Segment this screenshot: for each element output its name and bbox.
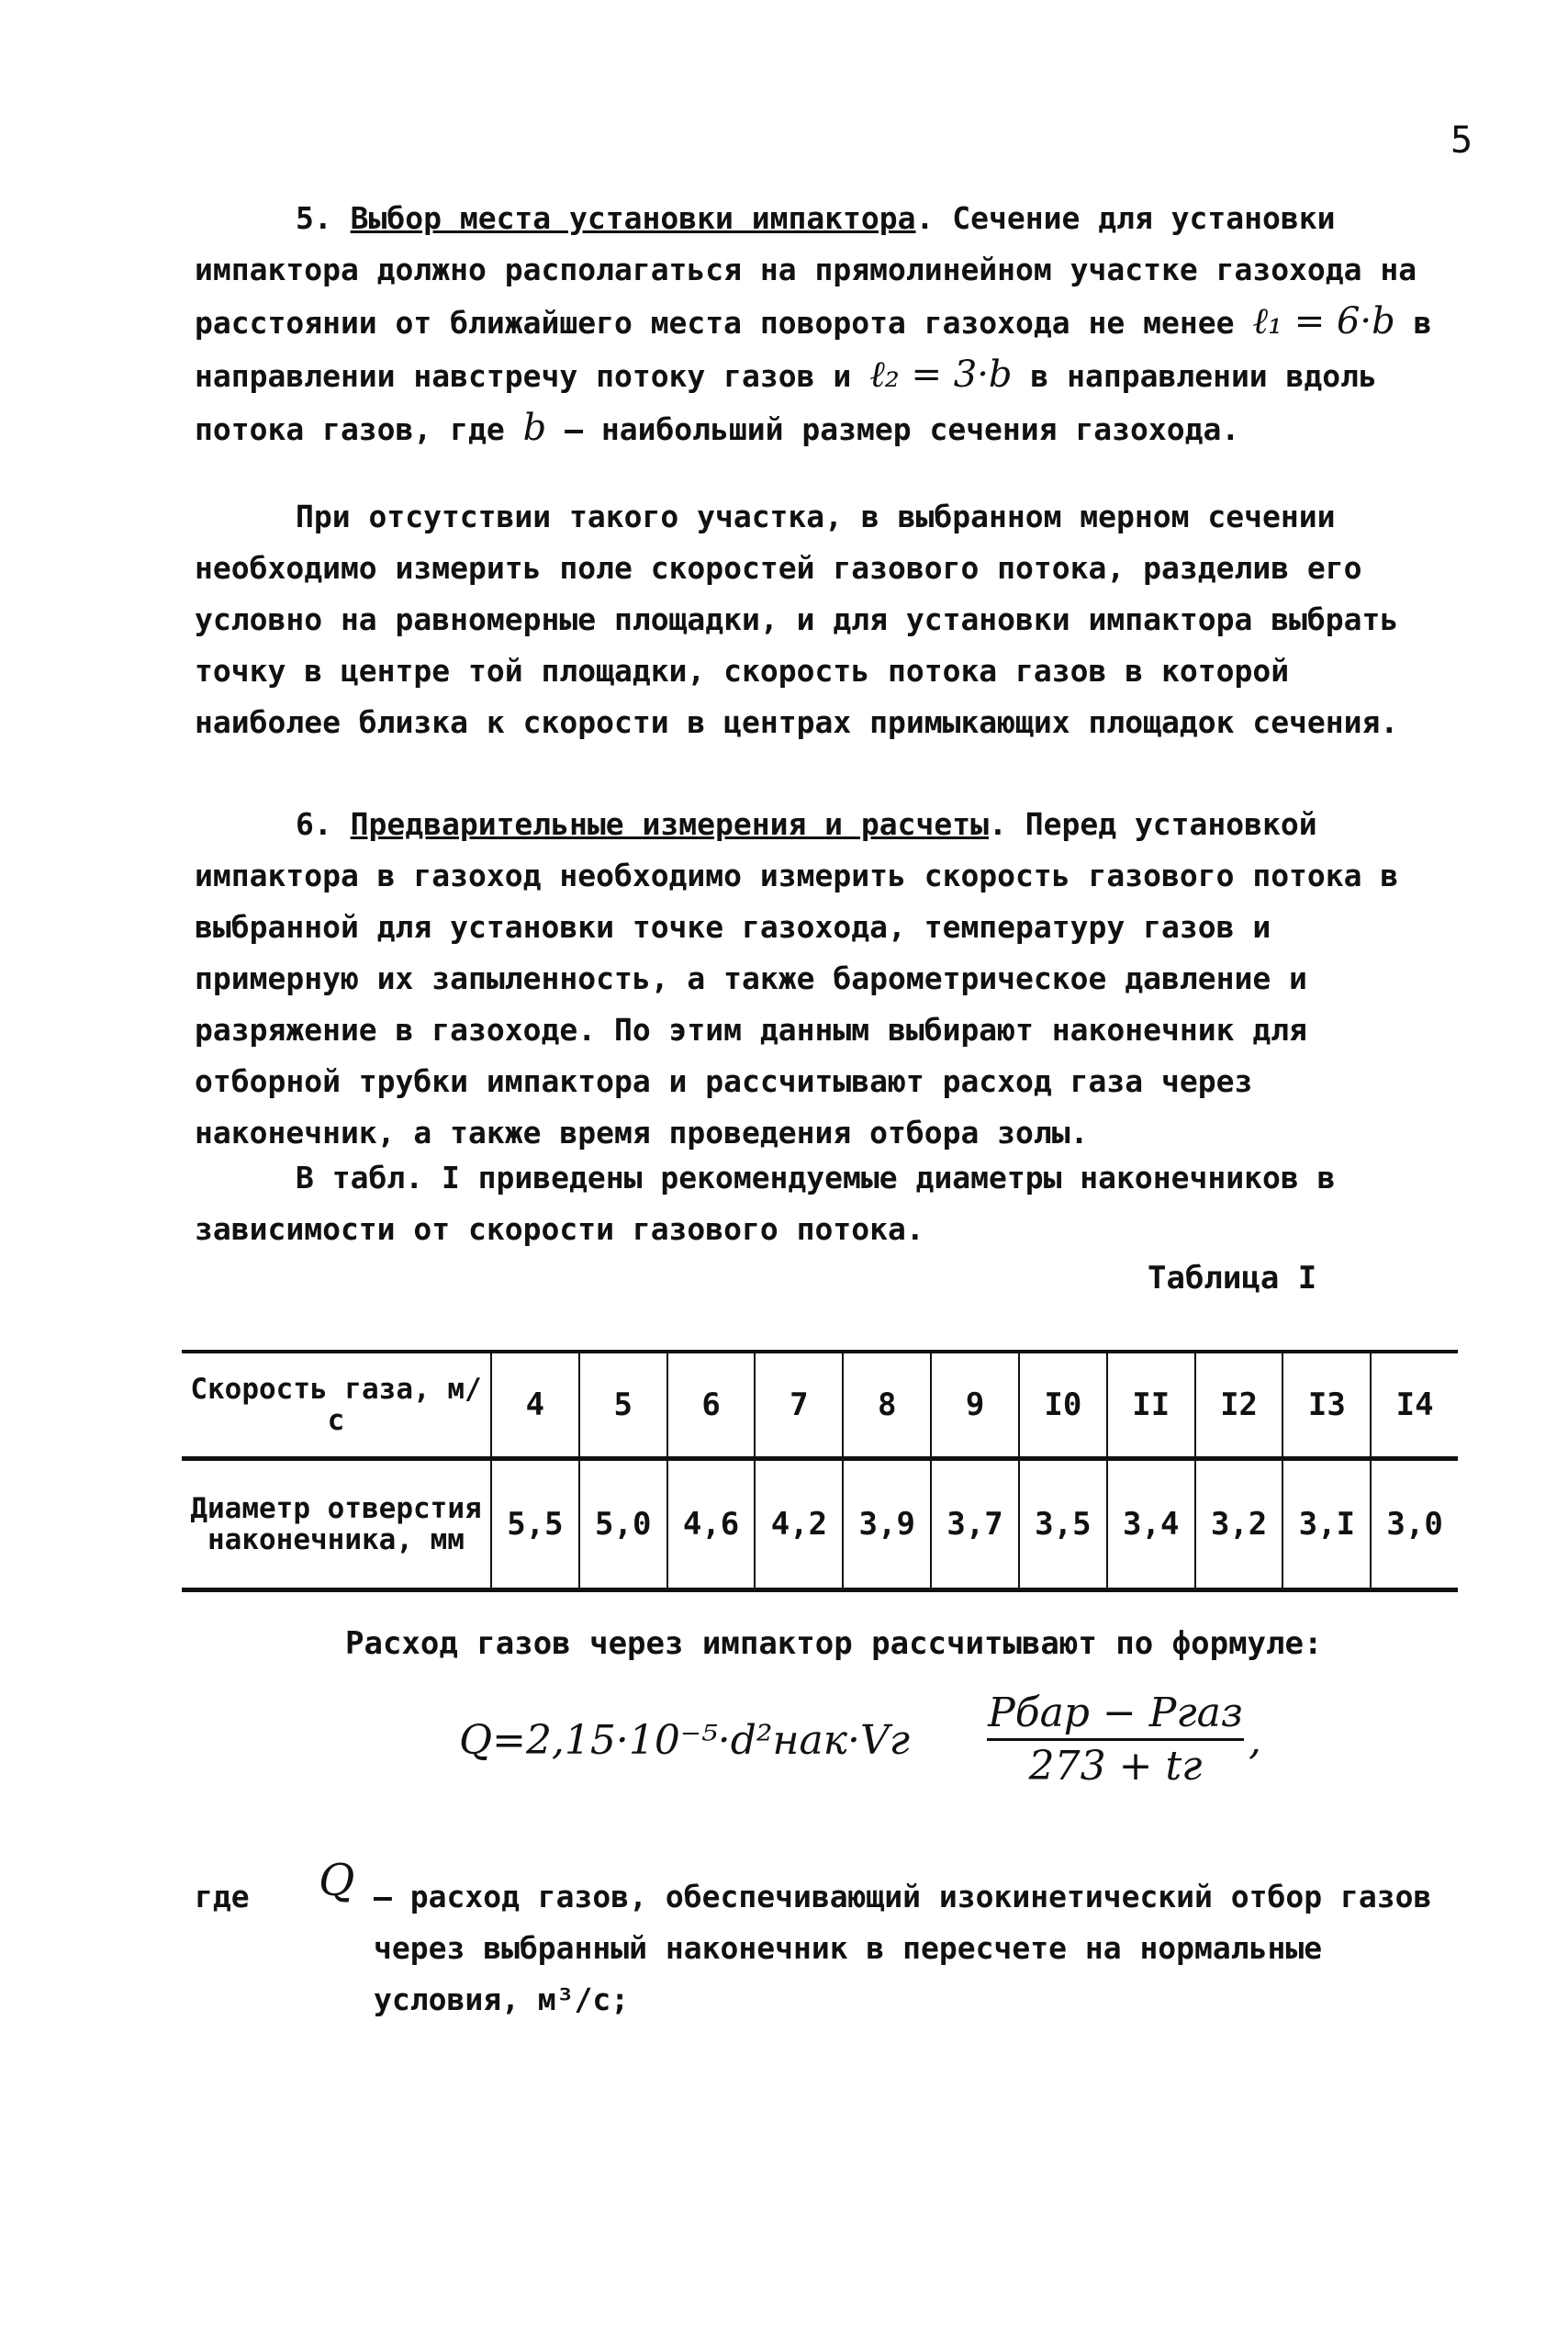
table-cell: 6 xyxy=(667,1352,756,1459)
paragraph-4 xyxy=(195,1152,1452,1255)
table-cell: 4,2 xyxy=(755,1459,843,1590)
table-cell: I3 xyxy=(1282,1352,1371,1459)
table-cell: 3,2 xyxy=(1195,1459,1283,1590)
table-caption: Таблица I xyxy=(1148,1260,1317,1297)
section-5-number: 5. xyxy=(296,200,332,236)
table-cell: 3,0 xyxy=(1371,1459,1458,1590)
section-6-number: 6. xyxy=(296,806,332,842)
where-description: – расход газов, обеспечивающий изокинетический отбор газов через выбранный наконечник в пересчете на нормальные условия, м³/с; xyxy=(374,1879,1432,2017)
table-cell: 9 xyxy=(931,1352,1019,1459)
section-5 xyxy=(195,193,1452,455)
row-label-speed: Скорость газа, м/с xyxy=(182,1352,491,1459)
table-cell: 5,0 xyxy=(579,1459,667,1590)
table-cell: I0 xyxy=(1019,1352,1107,1459)
table-cell: 7 xyxy=(755,1352,843,1459)
formula-lhs: Q=2,15·10⁻⁵·d²нак·Vг xyxy=(459,1717,911,1764)
formula-numerator: Pбар − Pгаз xyxy=(987,1690,1244,1741)
table-cell: I2 xyxy=(1195,1352,1283,1459)
table-cell: 3,I xyxy=(1282,1459,1371,1590)
where-keyword: где xyxy=(195,1879,250,1914)
paragraph-2 xyxy=(195,491,1452,748)
table-cell: 4,6 xyxy=(667,1459,756,1590)
flow-rate-formula xyxy=(459,1690,1285,1809)
section-6 xyxy=(195,799,1452,1159)
formula-intro: Расход газов через импактор рассчитывают по формуле: xyxy=(345,1625,1323,1662)
table-row-diameter xyxy=(182,1459,1458,1590)
formula-l1: ℓ₁ = 6·b xyxy=(1252,300,1395,342)
table-cell: 3,7 xyxy=(931,1459,1019,1590)
symbol-b: b xyxy=(522,407,547,449)
section-5-text-c: в направлении вдоль потока газов, где xyxy=(195,358,1377,447)
formula-comma: , xyxy=(1249,1717,1261,1764)
formula-denominator: 273 + tг xyxy=(1028,1743,1203,1790)
section-6-paragraph xyxy=(195,799,1452,1159)
where-symbol: Q xyxy=(319,1855,355,1906)
formula-fraction xyxy=(987,1690,1244,1790)
table-cell: II xyxy=(1107,1352,1195,1459)
section-5-text-d: – наибольший размер сечения газохода. xyxy=(546,411,1240,447)
section-6-text: . Перед установкой импактора в газоход необходимо измерить скорость газового потока в выбранной для установки точке газохода, температуру газов и примерную их запыленность, а также барометрическое давление и разряжение в газоходе. По этим данным выбирают наконечник для отборной трубки импактора и рассчитывают расход газа через наконечник, а также время проведения отбора золы. xyxy=(195,806,1399,1151)
table-cell: 3,4 xyxy=(1107,1459,1195,1590)
table-cell: 8 xyxy=(843,1352,931,1459)
table-cell: 4 xyxy=(491,1352,579,1459)
data-table xyxy=(182,1350,1458,1592)
section-5-text-a: . Сечение для установки импактора должно располагаться на прямолинейном участке газохода на расстоянии от ближайшего места поворота газохода не менее xyxy=(195,200,1417,341)
table-cell: 3,5 xyxy=(1019,1459,1107,1590)
section-5-text-b: в направлении навстречу потоку газов и xyxy=(195,305,1432,394)
paragraph-4-text: В табл. I приведены рекомендуемые диаметры наконечников в зависимости от скорости газового потока. xyxy=(195,1160,1336,1247)
row-label-diameter: Диаметр отверстия наконечника, мм xyxy=(190,1492,482,1556)
paragraph-2-text: При отсутствии такого участка, в выбранном мерном сечении необходимо измерить поле скоростей газового потока, разделив его условно на равномерные площадки, и для установки импактора выбрать точку в центре той площадки, скорость потока газов в которой наиболее близка к скорости в центрах примыкающих площадок сечения. xyxy=(195,499,1399,740)
page-number: 5 xyxy=(1450,119,1473,162)
section-5-paragraph xyxy=(195,193,1452,455)
section-6-heading: Предварительные измерения и расчеты xyxy=(350,806,989,842)
formula-l2: ℓ₂ = 3·b xyxy=(869,354,1013,396)
table-cell: 3,9 xyxy=(843,1459,931,1590)
table-cell: I4 xyxy=(1371,1352,1458,1459)
table-cell: 5 xyxy=(579,1352,667,1459)
section-5-heading: Выбор места установки импактора xyxy=(350,200,916,236)
table-cell: 5,5 xyxy=(491,1459,579,1590)
table-row-speed xyxy=(182,1352,1458,1459)
